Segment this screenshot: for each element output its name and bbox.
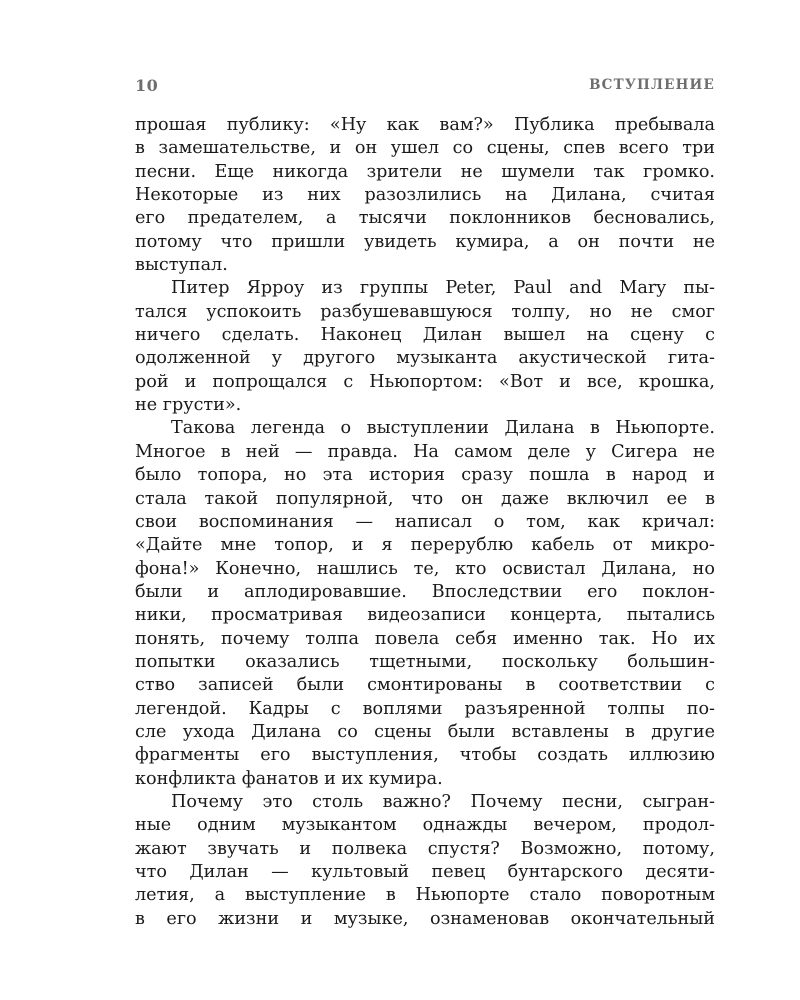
text-line: Многое в ней — правда. На самом деле у Сигера не — [135, 441, 715, 462]
section-title: ВСТУПЛЕНИЕ — [589, 77, 715, 93]
body-text — [135, 114, 715, 931]
text-line: ники, просматривая видеозаписи концерта, пытались — [135, 605, 715, 626]
text-line: тался успокоить разбушевавшуюся толпу, но не смог — [135, 301, 715, 322]
text-line: Такова легенда о выступлении Дилана в Ньюпорте. — [171, 418, 715, 439]
text-line: жают звучать и полвека спустя? Возможно, потому, — [135, 838, 715, 859]
text-line: его предателем, а тысячи поклонников бесновались, — [135, 208, 715, 229]
text-line: «Дайте мне топор, и я перерублю кабель от микро- — [135, 535, 715, 556]
text-line: понять, почему толпа повела себя именно так. Но их — [135, 628, 715, 649]
paragraph — [135, 277, 715, 417]
text-line: было топора, но эта история сразу пошла в народ и — [135, 465, 715, 486]
text-line: прошая публику: «Ну как вам?» Публика пребывала — [135, 115, 715, 135]
running-head — [135, 76, 715, 98]
text-line: свои воспоминания — написал о том, как кричал: — [135, 511, 715, 532]
text-line: Некоторые из них разозлились на Дилана, считая — [135, 185, 715, 206]
text-line: летия, а выступление в Ньюпорте стало поворотным — [135, 885, 715, 906]
text-line: не грусти». — [135, 395, 242, 416]
text-line: одолженной у другого музыканта акустической гита- — [135, 348, 715, 369]
text-line: в замешательстве, и он ушел со сцены, спев всего три — [135, 138, 715, 159]
text-line: выступал. — [135, 255, 228, 276]
text-line: фона!» Конечно, нашлись те, кто освистал Дилана, но — [135, 558, 715, 579]
text-line: Почему это столь важно? Почему песни, сыгран- — [171, 791, 715, 812]
text-line: ство записей были смонтированы в соответствии с — [135, 675, 715, 696]
text-line: стала такой популярной, что он даже включил ее в — [135, 488, 715, 509]
paragraph — [135, 417, 715, 791]
text-line: легендой. Кадры с воплями разъяренной толпы по- — [135, 698, 715, 719]
text-line: что Дилан — культовый певец бунтарского десяти- — [135, 862, 715, 882]
page-number: 10 — [135, 76, 159, 95]
text-line: рой и попрощался с Ньюпортом: «Вот и все, крошка, — [135, 371, 715, 392]
text-line: ные одним музыкантом однажды вечером, продол- — [135, 815, 715, 836]
text-line: фрагменты его выступления, чтобы создать иллюзию — [135, 745, 715, 766]
text-line: песни. Еще никогда зрители не шумели так громко. — [135, 161, 715, 182]
text-line: конфликта фанатов и их кумира. — [135, 768, 443, 789]
text-line: в его жизни и музыке, ознаменовав окончательный — [135, 908, 715, 929]
text-line: ничего сделать. Наконец Дилан вышел на сцену с — [135, 325, 715, 346]
text-line: были и аплодировавшие. Впоследствии его поклон- — [135, 581, 715, 602]
text-line: попытки оказались тщетными, поскольку большин- — [135, 651, 715, 672]
text-line: сле ухода Дилана со сцены были вставлены в другие — [135, 721, 715, 742]
paragraph — [135, 791, 715, 931]
paragraph — [135, 114, 715, 277]
text-line: Питер Ярроу из группы Peter, Paul and Mary пы- — [171, 278, 715, 299]
text-line: потому что пришли увидеть кумира, а он почти не — [135, 231, 715, 252]
